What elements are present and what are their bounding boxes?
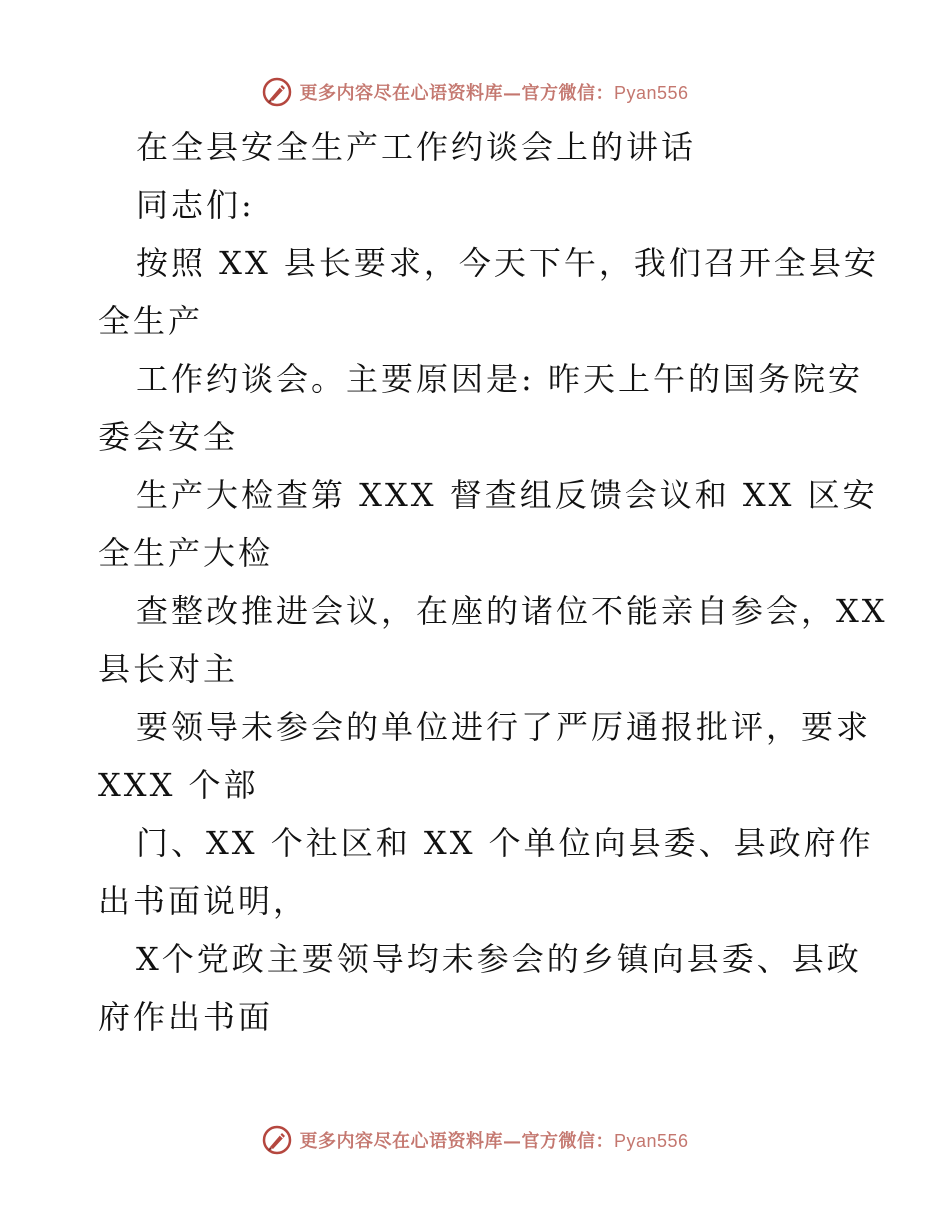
text-line: 全生产	[98, 302, 204, 340]
watermark-text: 更多内容尽在心语资料库—官方微信：Pyan556	[299, 83, 689, 104]
salutation: 同志们:	[136, 186, 255, 224]
text-line: 工作约谈会。主要原因是: 昨天上午的国务院安	[136, 360, 863, 398]
pen-logo-icon	[261, 1124, 293, 1156]
text-line: 生产大检查第 XXX 督查组反馈会议和 XX 区安	[136, 476, 878, 514]
text-line: 县长对主	[98, 650, 239, 688]
text-line: 出书面说明，	[98, 882, 309, 920]
footer-watermark	[0, 1120, 950, 1160]
text-line: 门、XX 个社区和 XX 个单位向县委、县政府作	[136, 824, 874, 862]
text-line: 委会安全	[98, 418, 239, 456]
pen-logo-icon	[261, 76, 293, 108]
text-line: 全生产大检	[98, 534, 274, 572]
document-body	[98, 118, 888, 1046]
text-line: 查整改推进会议，在座的诸位不能亲自参会，XX	[136, 592, 888, 630]
text-line: 要领导未参会的单位进行了严厉通报批评，要求	[136, 708, 872, 746]
text-line: XXX 个部	[98, 766, 259, 804]
header-watermark	[0, 72, 950, 112]
watermark-text: 更多内容尽在心语资料库—官方微信：Pyan556	[299, 1131, 689, 1152]
text-line: X个党政主要领导均未参会的乡镇向县委、县政	[136, 940, 862, 978]
document-title: 在全县安全生产工作约谈会上的讲话	[136, 128, 697, 166]
text-line: 按照 XX 县长要求，今天下午，我们召开全县安	[136, 244, 879, 282]
text-line: 府作出书面	[98, 998, 274, 1036]
